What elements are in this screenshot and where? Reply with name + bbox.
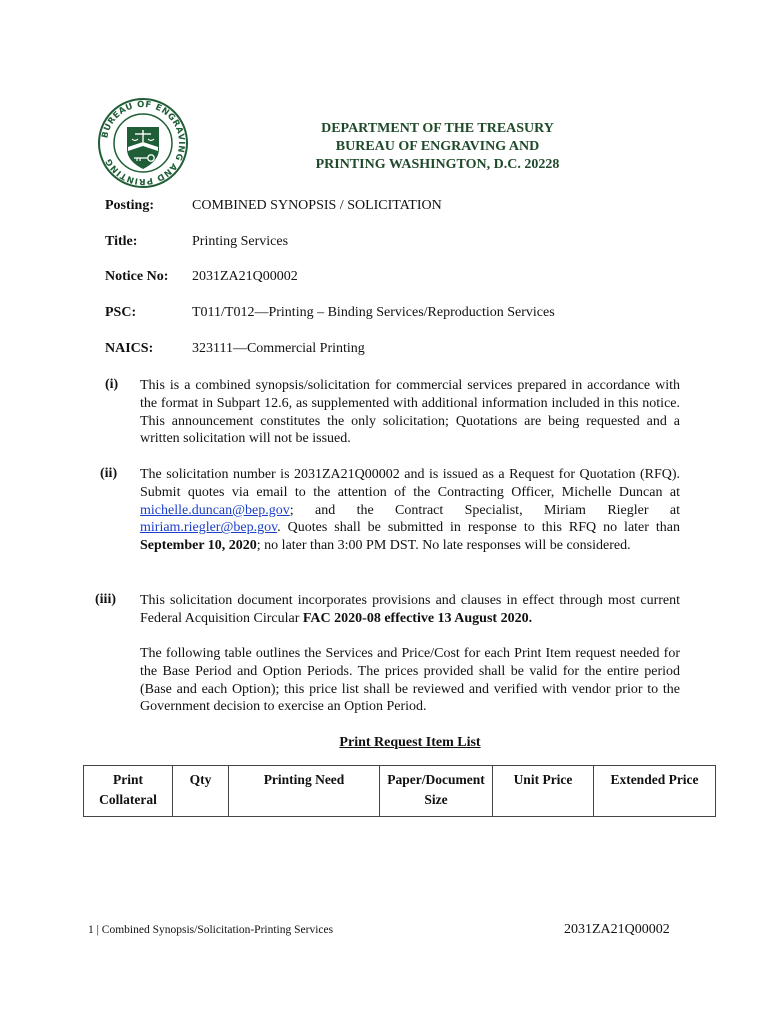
table-title: Print Request Item List — [339, 735, 481, 750]
section-i-text: This is a combined synopsis/solicitation for commercial services prepared in accordance with the format in Subpart 12.6, as supplemented with additional information included in this notice. This announcement constitutes the only solicitation; Quotations are being requested and a written solicitation will not be issued. — [140, 378, 680, 447]
field-label: Title: — [105, 234, 138, 249]
section-ii-text — [140, 466, 680, 555]
field-label: Posting: — [105, 198, 154, 213]
section-iii-paragraph-2: The following table outlines the Services and Price/Cost for each Print Item request needed for the Base Period and Option Periods. The prices provided shall be valid for the entire period (Base and each Option); this price list shall be reviewed and verified with vendor prior to the Government decision to exercise an Option Period. — [140, 646, 680, 715]
col-printing-need: Printing Need — [229, 766, 380, 817]
seal-ring-text: BUREAU OF ENGRAVING AND PRINTING — [100, 99, 187, 187]
section-ii-part3: . Quotes shall be submitted in response to this RFQ no later than — [277, 520, 680, 536]
header-line-1: DEPARTMENT OF THE TREASURY — [321, 121, 554, 136]
fac-reference: FAC 2020-08 effective 13 August 2020. — [302, 610, 533, 626]
section-ii-part1: The solicitation number is 2031ZA21Q00002 and is issued as a Request for Quotation (RFQ). Submit quotes via email to the attention of the Contracting Officer, Michelle Duncan at — [140, 467, 680, 500]
footer-notice-number: 2031ZA21Q00002 — [564, 922, 670, 937]
col-qty: Qty — [173, 766, 229, 817]
bep-seal-logo — [97, 97, 189, 189]
email-link-miriam-riegler[interactable]: miriam.riegler@bep.gov — [140, 520, 278, 536]
col-paper-line1: Paper/Document — [387, 772, 485, 787]
deadline-date: September 10, 2020 — [140, 538, 257, 554]
col-unit-price: Unit Price — [493, 766, 594, 817]
section-number-ii: (ii) — [100, 466, 118, 481]
field-value: 323111—Commercial Printing — [192, 341, 365, 356]
col-print-collateral — [84, 766, 173, 817]
email-link-michelle-duncan[interactable]: michelle.duncan@bep.gov — [140, 502, 290, 518]
col-paper-line2: Size — [424, 792, 448, 807]
col-print-collateral-line1: Print — [113, 772, 143, 787]
field-label: PSC: — [105, 305, 137, 320]
section-number-iii: (iii) — [95, 592, 116, 607]
table-header-row — [84, 766, 716, 817]
section-ii-part4: ; no later than 3:00 PM DST. No late responses will be considered. — [256, 538, 631, 554]
field-label: NAICS: — [105, 341, 154, 356]
col-print-collateral-line2: Collateral — [99, 792, 157, 807]
field-label: Notice No: — [105, 269, 169, 284]
field-value: Printing Services — [192, 234, 289, 249]
section-number-i: (i) — [105, 377, 119, 392]
section-iii-text — [140, 592, 680, 628]
col-extended-price: Extended Price — [594, 766, 716, 817]
field-value: 2031ZA21Q00002 — [192, 269, 298, 284]
print-request-item-table — [83, 765, 716, 817]
footer-page-label: 1 | Combined Synopsis/Solicitation-Printing Services — [88, 924, 334, 936]
field-value: COMBINED SYNOPSIS / SOLICITATION — [192, 198, 442, 213]
field-value: T011/T012—Printing – Binding Services/Reproduction Services — [192, 305, 555, 320]
section-ii-part2: ; and the Contract Specialist, Miriam Riegler at — [289, 502, 680, 518]
section-iii-part1: This solicitation document incorporates provisions and clauses in effect through most current Federal Acquisition Circular — [140, 593, 680, 626]
header-line-3: PRINTING WASHINGTON, D.C. 20228 — [315, 157, 560, 172]
header-line-2: BUREAU OF ENGRAVING AND — [335, 139, 540, 154]
col-paper-document-size — [380, 766, 493, 817]
agency-header — [230, 120, 645, 174]
